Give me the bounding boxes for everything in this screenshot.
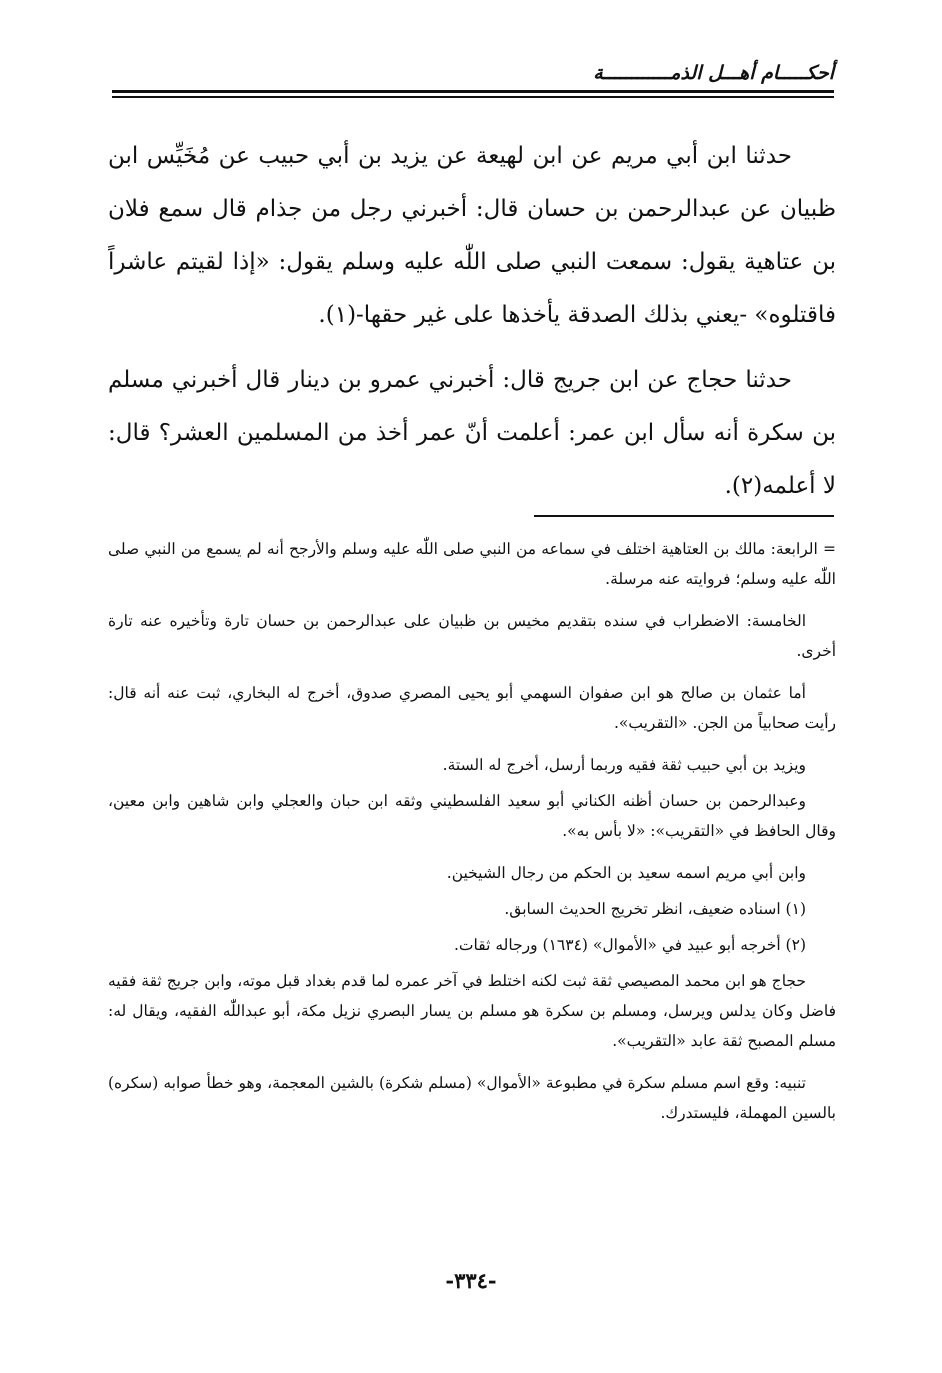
footnote-ibn-abi-maryam: وابن أبي مريم اسمه سعيد بن الحكم من رجال الشيخين. bbox=[446, 864, 806, 882]
main-text bbox=[108, 130, 836, 513]
footnote-2: (٢) أخرجه أبو عبيد في «الأموال» (١٦٣٤) ورجاله ثقات. bbox=[454, 936, 806, 954]
footnotes bbox=[108, 534, 836, 1140]
running-title: أحكـــــام أهـــل الذمــــــــــــة bbox=[593, 62, 834, 84]
footnote-continuation-fourth: = الرابعة: مالك بن العتاهية اختلف في سماعه من النبي صلى اللّٰه عليه وسلم والأرجح أنه لم يسمع من النبي صلى اللّٰه عليه وسلم؛ فروايته عنه مرسلة. bbox=[108, 540, 836, 588]
footnote-hajjaj: حجاج هو ابن محمد المصيصي ثقة ثبت لكنه اختلط في آخر عمره لما قدم بغداد قبل موته، وابن جريج ثقة فقيه فاضل وكان يدلس ويرسل، ومسلم بن سكرة هو مسلم بن يسار البصري نزيل مكة، أبو عبداللّٰه الفقيه، ويقال له: مسلم المصبح ثقة عابد «التقريب». bbox=[108, 972, 836, 1050]
header-rule-thin bbox=[112, 96, 834, 98]
paragraph-1: حدثنا ابن أبي مريم عن ابن لهيعة عن يزيد بن أبي حبيب عن مُخَيِّس ابن ظبيان عن عبدالرحمن بن حسان قال: أخبرني رجل من جذام قال سمع فلان بن عتاهية يقول: سمعت النبي صلى اللّٰه عليه وسلم يقول: «إذا لقيتم عاشراً فاقتلوه» -يعني بذلك الصدقة يأخذها على غير حقها-(١). bbox=[108, 143, 836, 328]
paragraph-2: حدثنا حجاج عن ابن جريج قال: أخبرني عمرو بن دينار قال أخبرني مسلم بن سكرة أنه سأل ابن عمر: أعلمت أنّ عمر أخذ من المسلمين العشر؟ قال: لا أعلمه(٢). bbox=[108, 367, 836, 499]
footnote-uthman: أما عثمان بن صالح هو ابن صفوان السهمي أبو يحيى المصري صدوق، أخرج له البخاري، ثبت عنه أنه قال: رأيت صحابياً من الجن. «التقريب». bbox=[108, 684, 836, 732]
footnote-fifth: الخامسة: الاضطراب في سنده بتقديم مخيس بن ظبيان على عبدالرحمن بن حسان تارة وتأخيره عنه تارة أخرى. bbox=[108, 612, 836, 660]
footnote-separator bbox=[534, 515, 834, 517]
footnote-abdulrahman: وعبدالرحمن بن حسان أظنه الكناني أبو سعيد الفلسطيني وثقه ابن حبان والعجلي وابن شاهين وابن معين، وقال الحافظ في «التقريب»: «لا بأس به». bbox=[108, 792, 836, 840]
footnote-note: تنبيه: وقع اسم مسلم سكرة في مطبوعة «الأموال» (مسلم شكرة) بالشين المعجمة، وهو خطأ صوابه (سكره) بالسين المهملة، فليستدرك. bbox=[108, 1074, 836, 1122]
header-rule-thick bbox=[112, 90, 834, 93]
footnote-1: (١) اسناده ضعيف، انظر تخريج الحديث السابق. bbox=[504, 900, 806, 918]
footnote-yazid: ويزيد بن أبي حبيب ثقة فقيه وربما أرسل، أخرج له الستة. bbox=[442, 756, 806, 774]
running-header bbox=[112, 62, 834, 102]
page-number: -٣٣٤- bbox=[445, 1268, 497, 1293]
